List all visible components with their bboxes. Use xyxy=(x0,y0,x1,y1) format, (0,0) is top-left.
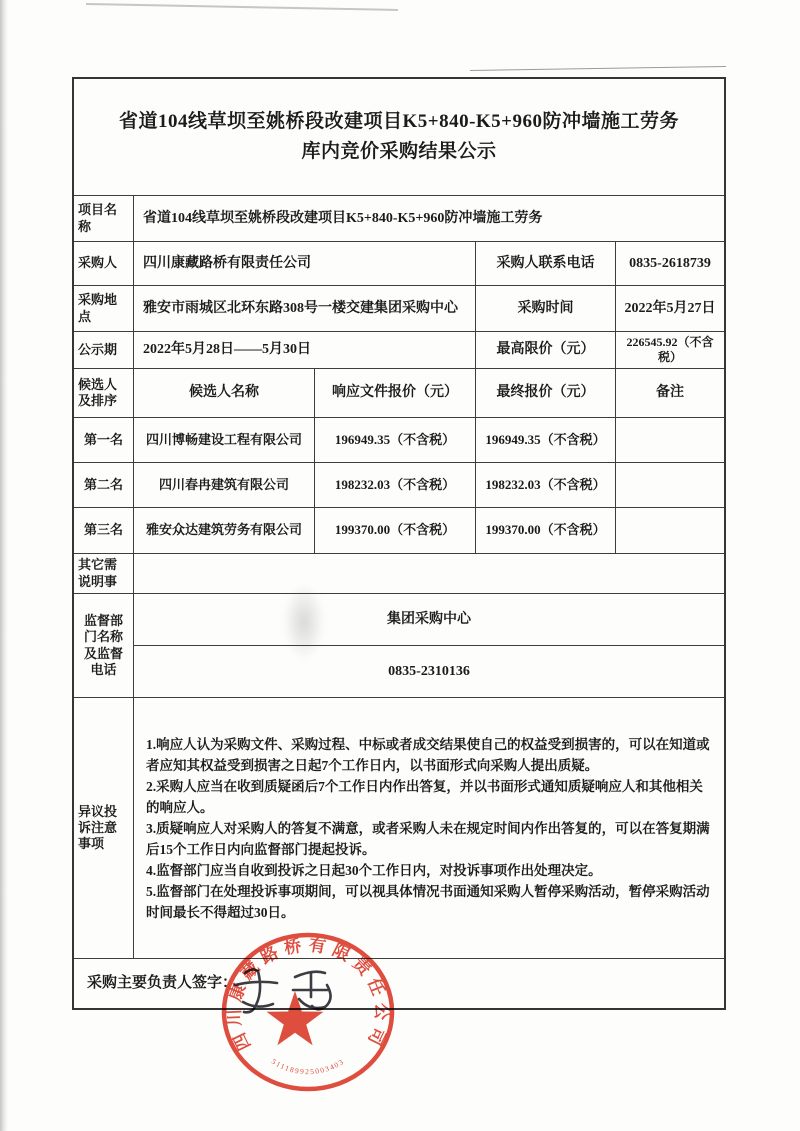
publicity-label: 公示期 xyxy=(78,341,118,357)
publicity-row xyxy=(74,331,724,368)
objection-row xyxy=(74,697,724,958)
purchaser-phone-label: 采购人联系电话 xyxy=(475,242,615,285)
company-stamp xyxy=(218,930,398,1094)
supervision-values xyxy=(133,594,724,697)
supervision-phone: 0835-2310136 xyxy=(134,645,724,697)
candidate-row-3 xyxy=(74,507,724,553)
supervision-label: 监督部门名称及监督电话 xyxy=(83,613,123,677)
title-line-1: 省道104线草坝至姚桥段改建项目K5+840-K5+960防冲墙施工劳务 xyxy=(118,111,680,132)
candidate-note xyxy=(615,463,724,507)
candidate-note xyxy=(615,508,724,553)
publicity-value: 2022年5月28日——5月30日 xyxy=(133,332,475,368)
project-name-value: 省道104线草坝至姚桥段改建项目K5+840-K5+960防冲墙施工劳务 xyxy=(133,196,724,241)
title-row xyxy=(74,79,724,195)
project-name-label: 项目名称 xyxy=(78,202,118,234)
notice-item-2: 2.采购人应当在收到质疑函后7个工作日内作出答复，并以书面形式通知质疑响应人和其他相关的响应人。 xyxy=(146,778,703,815)
signature-row xyxy=(74,958,724,1008)
candidate-doc-price: 196949.35（不含税） xyxy=(314,418,475,462)
stamp-company-text: 四川康藏路桥有限责任公司 xyxy=(224,935,392,1054)
candidates-header-row xyxy=(74,368,724,417)
notice-item-3: 3.质疑响应人对采购人的答复不满意，或者采购人未在规定时间内作出答复的，可以在答复期满后15个工作日内向监督部门提起投诉。 xyxy=(146,820,710,857)
candidate-name: 四川春冉建筑有限公司 xyxy=(133,463,314,507)
other-notes-label: 其它需说明事 xyxy=(78,557,118,589)
other-notes-row xyxy=(74,553,724,593)
location-row xyxy=(74,285,724,331)
max-price-label: 最高限价（元） xyxy=(475,332,615,368)
candidate-doc-price: 198232.03（不含税） xyxy=(314,463,475,507)
purchaser-value: 四川康藏路桥有限责任公司 xyxy=(133,242,475,285)
candidate-row-2 xyxy=(74,462,724,507)
candidate-final-price: 199370.00（不含税） xyxy=(475,508,615,553)
document-title xyxy=(74,79,724,195)
supervision-row xyxy=(74,593,724,697)
notice-item-4: 4.监督部门应当自收到投诉之日起30个工作日内，对投诉事项作出处理决定。 xyxy=(146,862,602,878)
candidate-name: 雅安众达建筑劳务有限公司 xyxy=(133,508,314,553)
location-value: 雅安市雨城区北环东路308号一楼交建集团采购中心 xyxy=(133,286,475,331)
candidate-rank: 第三名 xyxy=(83,522,123,538)
page-scan-edge xyxy=(0,0,8,1131)
candidates-rank-header: 候选人及排序 xyxy=(78,376,118,408)
title-line-2: 库内竞价采购结果公示 xyxy=(301,141,497,162)
candidate-name-header: 候选人名称 xyxy=(133,369,314,417)
other-notes-value xyxy=(133,554,724,593)
candidate-row-1 xyxy=(74,417,724,462)
candidate-note xyxy=(615,418,724,462)
purchaser-label: 采购人 xyxy=(78,255,118,271)
supervision-dept-name: 集团采购中心 xyxy=(387,611,471,627)
stamp-star-icon xyxy=(267,991,324,1045)
stamp-code-text: 511189925003403 xyxy=(269,1056,347,1077)
candidate-name: 四川博畅建设工程有限公司 xyxy=(133,418,314,462)
candidate-rank: 第二名 xyxy=(83,476,123,492)
notice-item-5: 5.监督部门在处理投诉事项期间，可以视具体情况书面通知采购人暂停采购活动，暂停采购活动时间最长不得超过30日。 xyxy=(146,883,710,920)
objection-label: 异议投诉注意事项 xyxy=(78,803,118,852)
procurement-result-table xyxy=(72,77,726,1010)
final-price-header: 最终报价（元） xyxy=(475,369,615,417)
purchaser-phone-value: 0835-2618739 xyxy=(615,242,724,285)
purchaser-row xyxy=(74,241,724,285)
max-price-value: 226545.92（不含税） xyxy=(615,332,724,368)
note-header: 备注 xyxy=(615,369,724,417)
purchase-time-value: 2022年5月27日 xyxy=(615,286,724,331)
candidate-final-price: 196949.35（不含税） xyxy=(475,418,615,462)
doc-price-header: 响应文件报价（元） xyxy=(314,369,475,417)
notice-item-1: 1.响应人认为采购文件、采购过程、中标或者成交结果使自己的权益受到损害的，可以在知道或者应知其权益受到损害之日起7个工作日内，以书面形式向采购人提出质疑。 xyxy=(146,736,710,773)
candidate-rank: 第一名 xyxy=(83,431,123,447)
candidate-final-price: 198232.03（不含税） xyxy=(475,463,615,507)
location-label: 采购地点 xyxy=(78,292,118,324)
signature-label: 采购主要负责人签字： xyxy=(87,975,238,992)
scan-artifact-line xyxy=(86,3,398,11)
project-name-row xyxy=(74,195,724,241)
candidate-doc-price: 199370.00（不含税） xyxy=(314,508,475,553)
objection-notice-text xyxy=(133,698,724,958)
scan-artifact-line xyxy=(470,66,726,71)
purchase-time-label: 采购时间 xyxy=(475,286,615,331)
